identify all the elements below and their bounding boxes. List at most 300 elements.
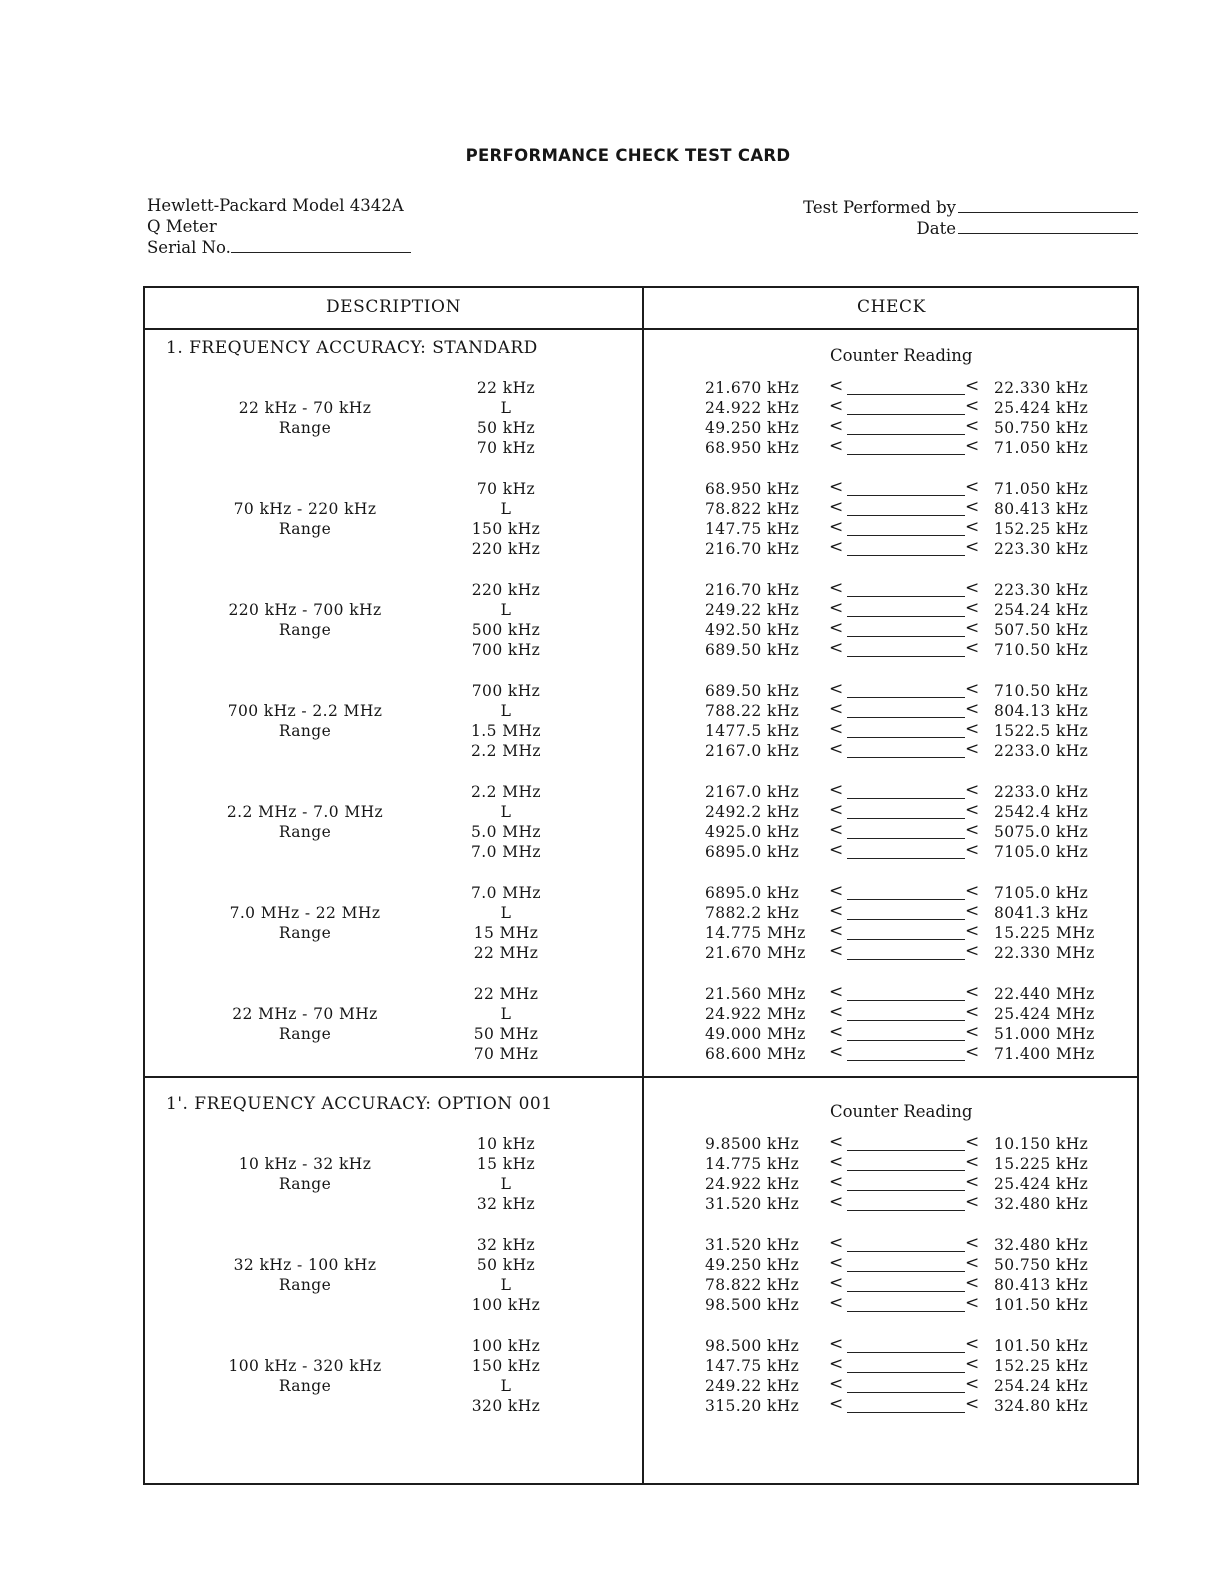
less-than-symbol: < <box>965 1374 980 1395</box>
upper-limit: 10.150 kHz <box>994 1135 1089 1153</box>
less-than-symbol: < <box>965 840 980 861</box>
lower-limit: 147.75 kHz <box>705 520 800 539</box>
less-than-symbol: < <box>829 1374 844 1395</box>
lower-limit: 78.822 kHz <box>705 500 800 519</box>
lower-limit: 21.670 MHz <box>705 944 806 963</box>
less-than-symbol: < <box>965 1293 980 1314</box>
upper-limit: 254.24 kHz <box>994 1377 1089 1396</box>
counter-reading-field[interactable] <box>847 1271 965 1272</box>
less-than-symbol: < <box>829 1192 844 1213</box>
less-than-symbol: < <box>829 820 844 841</box>
table-row <box>145 476 1141 500</box>
upper-limit: 152.25 kHz <box>994 520 1089 539</box>
lower-limit: 249.22 kHz <box>705 601 800 620</box>
table-row <box>145 497 1141 520</box>
lower-limit: 2492.2 kHz <box>705 802 800 821</box>
test-frequency: 50 kHz <box>476 419 536 438</box>
upper-limit: 15.225 MHz <box>994 924 1095 943</box>
less-than-symbol: < <box>829 1152 844 1173</box>
less-than-symbol: < <box>965 1001 980 1022</box>
test-frequency: L <box>500 1377 512 1396</box>
test-frequency: 15 kHz <box>476 1155 536 1174</box>
less-than-symbol: < <box>829 799 844 820</box>
less-than-symbol: < <box>829 376 844 396</box>
test-frequency: 50 MHz <box>473 1025 539 1043</box>
counter-reading-field[interactable] <box>847 1150 965 1151</box>
header-divider <box>145 328 1137 330</box>
less-than-symbol: < <box>829 739 844 760</box>
counter-reading-field[interactable] <box>847 1020 965 1021</box>
table-row <box>145 921 1141 944</box>
counter-reading-field[interactable] <box>847 818 965 819</box>
counter-reading-field[interactable] <box>847 919 965 920</box>
upper-limit: 8041.3 kHz <box>994 903 1089 922</box>
counter-reading-field[interactable] <box>847 1060 965 1061</box>
table-row <box>145 1001 1141 1025</box>
table-row <box>145 1192 1141 1215</box>
counter-reading-field[interactable] <box>847 1352 965 1353</box>
upper-limit: 15.225 kHz <box>994 1155 1089 1174</box>
table-row <box>145 880 1141 904</box>
table-row <box>145 1333 1141 1357</box>
less-than-symbol: < <box>965 497 980 518</box>
less-than-symbol: < <box>965 1152 980 1173</box>
range-word-text: Range <box>278 722 332 741</box>
upper-limit: 507.50 kHz <box>994 621 1089 640</box>
test-frequency: 1.5 MHz <box>471 722 541 741</box>
less-than-symbol: < <box>965 1022 980 1042</box>
test-frequency: 2.2 MHz <box>471 782 541 801</box>
upper-limit: 71.050 kHz <box>994 479 1089 498</box>
test-frequency: 700 kHz <box>471 681 541 700</box>
table-row <box>145 1152 1141 1175</box>
upper-limit: 22.330 kHz <box>994 379 1089 397</box>
test-frequency: 15 MHz <box>473 924 539 943</box>
less-than-symbol: < <box>829 1042 844 1063</box>
less-than-symbol: < <box>965 921 980 942</box>
test-frequency: 70 MHz <box>473 1045 539 1064</box>
test-frequency: 22 kHz <box>476 379 536 397</box>
less-than-symbol: < <box>965 537 980 558</box>
table-row <box>145 638 1141 661</box>
range-text: 7.0 MHz - 22 MHz <box>229 903 381 922</box>
less-than-symbol: < <box>829 900 844 921</box>
model-name: Hewlett-Packard Model 4342A <box>147 196 404 215</box>
range-word-text: Range <box>278 823 332 842</box>
table-row <box>145 941 1141 964</box>
test-frequency: L <box>500 1004 512 1023</box>
lower-limit: 68.950 kHz <box>705 439 800 458</box>
less-than-symbol: < <box>829 678 844 699</box>
counter-reading-field[interactable] <box>847 535 965 536</box>
upper-limit: 22.330 MHz <box>994 944 1095 963</box>
less-than-symbol: < <box>965 941 980 962</box>
upper-limit: 324.80 kHz <box>994 1397 1089 1416</box>
lower-limit: 9.8500 kHz <box>705 1135 800 1153</box>
lower-limit: 14.775 MHz <box>705 924 806 943</box>
less-than-symbol: < <box>829 779 844 800</box>
lower-limit: 2167.0 kHz <box>705 742 800 761</box>
instrument-info <box>147 196 411 259</box>
test-frequency: 5.0 MHz <box>471 823 541 842</box>
less-than-symbol: < <box>829 981 844 1002</box>
less-than-symbol: < <box>829 517 844 538</box>
table-row <box>145 739 1141 762</box>
less-than-symbol: < <box>965 376 980 396</box>
table-row <box>145 799 1141 823</box>
date-field[interactable] <box>958 218 1138 234</box>
less-than-symbol: < <box>965 436 980 457</box>
counter-reading-field[interactable] <box>847 1210 965 1211</box>
range-text: 10 kHz - 32 kHz <box>238 1155 372 1174</box>
less-than-symbol: < <box>829 618 844 639</box>
lower-limit: 21.670 kHz <box>705 379 800 397</box>
lower-limit: 49.250 kHz <box>705 419 800 438</box>
less-than-symbol: < <box>829 1394 844 1415</box>
counter-reading-field[interactable] <box>847 939 965 940</box>
counter-reading-field[interactable] <box>847 1311 965 1312</box>
test-frequency: L <box>500 802 512 821</box>
table-row <box>145 719 1141 742</box>
test-frequency: 2.2 MHz <box>471 742 541 761</box>
less-than-symbol: < <box>829 1232 844 1253</box>
table-row <box>145 820 1141 843</box>
counter-reading-field[interactable] <box>847 656 965 657</box>
range-text: 2.2 MHz - 7.0 MHz <box>226 802 384 821</box>
table-row <box>145 416 1141 439</box>
less-than-symbol: < <box>829 1293 844 1314</box>
counter-reading-field[interactable] <box>847 1291 965 1292</box>
tested-by-row <box>803 197 1138 218</box>
counter-reading-field[interactable] <box>847 1392 965 1393</box>
range-word-text: Range <box>278 1377 332 1396</box>
table-row <box>145 1354 1141 1377</box>
table-row <box>145 1394 1141 1417</box>
less-than-symbol: < <box>829 537 844 558</box>
counter-reading-field[interactable] <box>847 737 965 738</box>
range-word-text: Range <box>278 1025 332 1043</box>
upper-limit: 2233.0 kHz <box>994 782 1089 801</box>
table-row <box>145 840 1141 863</box>
less-than-symbol: < <box>965 1042 980 1063</box>
range-text: 22 kHz - 70 kHz <box>238 399 372 418</box>
upper-limit: 223.30 kHz <box>994 580 1089 599</box>
table-row <box>145 1022 1141 1045</box>
less-than-symbol: < <box>965 1232 980 1253</box>
counter-reading-field[interactable] <box>847 1372 965 1373</box>
counter-reading-field[interactable] <box>847 454 965 455</box>
range-word-text: Range <box>278 1175 332 1194</box>
less-than-symbol: < <box>965 577 980 598</box>
less-than-symbol: < <box>965 1253 980 1274</box>
lower-limit: 315.20 kHz <box>705 1397 800 1416</box>
table-row <box>145 1172 1141 1195</box>
upper-limit: 22.440 MHz <box>994 984 1095 1003</box>
counter-reading-field[interactable] <box>847 414 965 415</box>
upper-limit: 101.50 kHz <box>994 1336 1089 1355</box>
counter-reading-field[interactable] <box>847 1251 965 1252</box>
counter-reading-field[interactable] <box>847 434 965 435</box>
test-frequency: L <box>500 601 512 620</box>
test-frequency: 500 kHz <box>471 621 541 640</box>
test-frequency: L <box>500 903 512 922</box>
lower-limit: 6895.0 kHz <box>705 843 800 862</box>
serial-row <box>147 237 411 259</box>
upper-limit: 223.30 kHz <box>994 540 1089 559</box>
range-word-text: Range <box>278 1276 332 1295</box>
less-than-symbol: < <box>829 638 844 659</box>
lower-limit: 689.50 kHz <box>705 641 800 660</box>
table-row <box>145 1232 1141 1256</box>
upper-limit: 2542.4 kHz <box>994 802 1089 821</box>
serial-number-field[interactable] <box>231 237 411 253</box>
less-than-symbol: < <box>829 1001 844 1022</box>
lower-limit: 49.000 MHz <box>705 1025 806 1043</box>
table-row <box>145 900 1141 924</box>
less-than-symbol: < <box>829 1022 844 1042</box>
range-text: 700 kHz - 2.2 MHz <box>227 702 383 720</box>
lower-limit: 31.520 kHz <box>705 1235 800 1254</box>
counter-reading-field[interactable] <box>847 798 965 799</box>
less-than-symbol: < <box>965 678 980 699</box>
table-row <box>145 517 1141 540</box>
range-word-text: Range <box>278 924 332 943</box>
section-title: 1. FREQUENCY ACCURACY: STANDARD <box>166 338 538 358</box>
lower-limit: 68.600 MHz <box>705 1045 806 1064</box>
upper-limit: 710.50 kHz <box>994 681 1089 700</box>
description-column-header: DESCRIPTION <box>325 297 462 317</box>
less-than-symbol: < <box>829 1132 844 1152</box>
upper-limit: 804.13 kHz <box>994 702 1089 720</box>
table-row <box>145 598 1141 621</box>
table-row <box>145 1293 1141 1316</box>
counter-reading-field[interactable] <box>847 697 965 698</box>
less-than-symbol: < <box>829 396 844 417</box>
upper-limit: 71.400 MHz <box>994 1045 1095 1064</box>
lower-limit: 2167.0 kHz <box>705 782 800 801</box>
less-than-symbol: < <box>965 416 980 437</box>
counter-reading-field[interactable] <box>847 1412 965 1413</box>
test-frequency: 22 MHz <box>473 944 539 963</box>
upper-limit: 25.424 kHz <box>994 1175 1089 1194</box>
less-than-symbol: < <box>965 820 980 841</box>
less-than-symbol: < <box>829 476 844 497</box>
test-frequency: 70 kHz <box>476 479 536 498</box>
lower-limit: 4925.0 kHz <box>705 823 800 842</box>
less-than-symbol: < <box>829 577 844 598</box>
lower-limit: 6895.0 kHz <box>705 883 800 902</box>
date-row <box>803 218 1138 239</box>
less-than-symbol: < <box>829 497 844 518</box>
test-frequency: 7.0 MHz <box>471 843 541 862</box>
counter-reading-field[interactable] <box>847 757 965 758</box>
table-row <box>145 436 1141 459</box>
less-than-symbol: < <box>965 880 980 901</box>
upper-limit: 32.480 kHz <box>994 1195 1089 1214</box>
test-frequency: 50 kHz <box>476 1256 536 1275</box>
table-row <box>145 678 1141 702</box>
less-than-symbol: < <box>965 1394 980 1415</box>
less-than-symbol: < <box>829 699 844 719</box>
counter-reading-field[interactable] <box>847 555 965 556</box>
less-than-symbol: < <box>965 799 980 820</box>
lower-limit: 216.70 kHz <box>705 540 800 559</box>
lower-limit: 31.520 kHz <box>705 1195 800 1214</box>
test-frequency: 10 kHz <box>476 1135 536 1153</box>
less-than-symbol: < <box>965 719 980 740</box>
range-word-text: Range <box>278 419 332 438</box>
table-row <box>145 1374 1141 1397</box>
date-label: Date <box>916 219 956 238</box>
less-than-symbol: < <box>965 598 980 619</box>
less-than-symbol: < <box>965 517 980 538</box>
range-text: 100 kHz - 320 kHz <box>228 1357 382 1376</box>
check-table: DESCRIPTION CHECK 1. FREQUENCY ACCURACY: STANDARD Counter Reading 22 kHz - 70 kHz Range 22 kHz 21.670 kHz < < 22.330 kHz L 24.922 kHz < < 25.424 kHz 50 kHz 49.250 kHz < < 50.750 kHz 70 kHz 68.950 kHz < < 71.050 kHz 70 kHz - 220 kHz Range 70 kHz 68.950 kHz < < 71.050 kHz L 78.822 kHz < < 80.413 kHz 150 kHz 147.75 kHz < < 152.25 kHz 220 kHz 216.70 kHz < < 223.30 kHz 220 kHz - 700 kHz Range 220 kHz 216.70 kHz < < 223.30 kHz L 249.22 kHz < < 254.24 kHz 500 kHz 492.50 kHz < < 507.50 kHz 700 kHz 689.50 kHz < < 710.50 kHz 700 kHz - 2.2 MHz Range 700 kHz 689.50 kHz < < 710.50 kHz L 788.22 kHz < < 804.13 kHz 1.5 MHz 1477.5 kHz < < 1522.5 kHz 2.2 MHz 2167.0 kHz < < 2233.0 kHz 2.2 MHz - 7.0 MHz Range 2.2 MHz 2167.0 kHz < < 2233.0 kHz L 2492.2 kHz < < 2542.4 kHz 5.0 MHz 4925.0 kHz < < 5075.0 kHz 7.0 MHz 6895.0 kHz < < 7105.0 kHz 7.0 MHz - 22 MHz Range 7.0 MHz 6895.0 kHz < < 7105.0 kHz L 7882.2 kHz < < 8041.3 kHz 15 MHz 14.775 MHz < < 15.225 MHz 22 MHz 21.670 MHz < < 22.330 MHz 22 MHz - 70 MHz Range 22 MHz 21.560 MHz < < 22.440 MHz L 24.922 MHz < < 25.424 MHz 50 MHz 49.000 MHz < < 51.000 MHz 70 MHz 68.600 MHz < < 71.400 MHz 1'. FREQUENCY ACCURACY: OPTION 001 Counter Reading 10 kHz - 32 kHz Range 10 kHz 9.8500 kHz < < 10.150 kHz 15 kHz 14.775 kHz < < 15.225 kHz L 24.922 kHz < < 25.424 kHz 32 kHz 31.520 kHz < < 32.480 kHz 32 kHz - 100 kHz Range 32 kHz 31.520 kHz < < 32.480 kHz 50 kHz 49.250 kHz < < 50.750 kHz L 78.822 kHz < < 80.413 kHz 100 kHz 98.500 kHz < < 101.50 kHz 100 kHz - 320 kHz Range 100 kHz 98.500 kHz < < 101.50 kHz 150 kHz 147.75 kHz < < 152.25 kHz L 249.22 kHz < < 254.24 kHz 320 kHz 315.20 kHz < < 324.80 kHz <box>143 286 1139 1485</box>
check-column-header: CHECK <box>857 297 926 317</box>
lower-limit: 24.922 kHz <box>705 399 800 418</box>
lower-limit: 14.775 kHz <box>705 1155 800 1174</box>
range-word-text: Range <box>278 621 332 640</box>
tested-by-label: Test Performed by <box>803 198 956 217</box>
test-frequency: 32 kHz <box>476 1235 536 1254</box>
section-divider <box>145 1076 1137 1078</box>
counter-reading-field[interactable] <box>847 1040 965 1041</box>
lower-limit: 249.22 kHz <box>705 1377 800 1396</box>
less-than-symbol: < <box>965 1132 980 1152</box>
less-than-symbol: < <box>965 739 980 760</box>
test-frequency: L <box>500 702 512 720</box>
test-frequency: 220 kHz <box>471 540 541 559</box>
counter-reading-field[interactable] <box>847 616 965 617</box>
upper-limit: 25.424 kHz <box>994 399 1089 418</box>
range-text: 32 kHz - 100 kHz <box>233 1256 377 1275</box>
counter-reading-field[interactable] <box>847 636 965 637</box>
counter-reading-field[interactable] <box>847 596 965 597</box>
less-than-symbol: < <box>965 476 980 497</box>
section-title: 1'. FREQUENCY ACCURACY: OPTION 001 <box>166 1094 553 1114</box>
upper-limit: 2233.0 kHz <box>994 742 1089 761</box>
counter-reading-field[interactable] <box>847 959 965 960</box>
table-row <box>145 699 1141 722</box>
test-frequency: 22 MHz <box>473 984 539 1003</box>
instrument-name: Q Meter <box>147 216 217 236</box>
table-row <box>145 1132 1141 1155</box>
less-than-symbol: < <box>965 900 980 921</box>
lower-limit: 788.22 kHz <box>705 702 800 720</box>
upper-limit: 51.000 MHz <box>994 1025 1095 1043</box>
less-than-symbol: < <box>965 638 980 659</box>
lower-limit: 21.560 MHz <box>705 984 806 1003</box>
table-row <box>145 537 1141 560</box>
less-than-symbol: < <box>829 840 844 861</box>
test-frequency: 100 kHz <box>471 1296 541 1315</box>
lower-limit: 24.922 MHz <box>705 1004 806 1023</box>
counter-reading-field[interactable] <box>847 838 965 839</box>
less-than-symbol: < <box>829 921 844 942</box>
less-than-symbol: < <box>965 396 980 417</box>
counter-reading-field[interactable] <box>847 899 965 900</box>
upper-limit: 80.413 kHz <box>994 500 1089 519</box>
lower-limit: 98.500 kHz <box>705 1296 800 1315</box>
lower-limit: 492.50 kHz <box>705 621 800 640</box>
upper-limit: 5075.0 kHz <box>994 823 1089 842</box>
table-row <box>145 1253 1141 1276</box>
less-than-symbol: < <box>829 1333 844 1354</box>
table-row <box>145 779 1141 803</box>
table-row <box>145 396 1141 419</box>
upper-limit: 50.750 kHz <box>994 1256 1089 1275</box>
counter-reading-field[interactable] <box>847 394 965 395</box>
lower-limit: 49.250 kHz <box>705 1256 800 1275</box>
upper-limit: 71.050 kHz <box>994 439 1089 458</box>
upper-limit: 254.24 kHz <box>994 601 1089 620</box>
less-than-symbol: < <box>965 1273 980 1294</box>
lower-limit: 216.70 kHz <box>705 580 800 599</box>
upper-limit: 7105.0 kHz <box>994 843 1089 862</box>
less-than-symbol: < <box>965 981 980 1002</box>
less-than-symbol: < <box>829 436 844 457</box>
upper-limit: 101.50 kHz <box>994 1296 1089 1315</box>
table-row <box>145 1273 1141 1296</box>
less-than-symbol: < <box>829 1354 844 1375</box>
test-frequency: 150 kHz <box>471 520 541 539</box>
less-than-symbol: < <box>829 598 844 619</box>
lower-limit: 24.922 kHz <box>705 1175 800 1194</box>
less-than-symbol: < <box>829 1172 844 1193</box>
counter-reading-field[interactable] <box>847 717 965 718</box>
lower-limit: 1477.5 kHz <box>705 722 800 741</box>
counter-reading-field[interactable] <box>847 1190 965 1191</box>
counter-reading-field[interactable] <box>847 1170 965 1171</box>
counter-reading-field[interactable] <box>847 858 965 859</box>
less-than-symbol: < <box>965 1354 980 1375</box>
test-frequency: L <box>500 1276 512 1295</box>
upper-limit: 25.424 MHz <box>994 1004 1095 1023</box>
less-than-symbol: < <box>965 1192 980 1213</box>
upper-limit: 32.480 kHz <box>994 1235 1089 1254</box>
less-than-symbol: < <box>965 1172 980 1193</box>
less-than-symbol: < <box>829 719 844 740</box>
counter-reading-field[interactable] <box>847 1000 965 1001</box>
upper-limit: 1522.5 kHz <box>994 722 1089 741</box>
less-than-symbol: < <box>829 1273 844 1294</box>
test-frequency: 70 kHz <box>476 439 536 458</box>
counter-reading-field[interactable] <box>847 515 965 516</box>
lower-limit: 689.50 kHz <box>705 681 800 700</box>
lower-limit: 98.500 kHz <box>705 1336 800 1355</box>
test-frequency: 32 kHz <box>476 1195 536 1214</box>
range-text: 220 kHz - 700 kHz <box>228 601 382 620</box>
table-row <box>145 577 1141 601</box>
less-than-symbol: < <box>829 1253 844 1274</box>
lower-limit: 147.75 kHz <box>705 1357 800 1376</box>
less-than-symbol: < <box>965 699 980 719</box>
upper-limit: 50.750 kHz <box>994 419 1089 438</box>
lower-limit: 68.950 kHz <box>705 479 800 498</box>
upper-limit: 710.50 kHz <box>994 641 1089 660</box>
range-word-text: Range <box>278 520 332 539</box>
counter-reading-field[interactable] <box>847 495 965 496</box>
test-frequency: L <box>500 500 512 519</box>
test-frequency: 100 kHz <box>471 1336 541 1355</box>
test-frequency: 320 kHz <box>471 1397 541 1416</box>
test-frequency: 700 kHz <box>471 641 541 660</box>
less-than-symbol: < <box>965 1333 980 1354</box>
less-than-symbol: < <box>829 941 844 962</box>
upper-limit: 80.413 kHz <box>994 1276 1089 1295</box>
lower-limit: 7882.2 kHz <box>705 903 800 922</box>
tested-by-field[interactable] <box>958 197 1138 213</box>
